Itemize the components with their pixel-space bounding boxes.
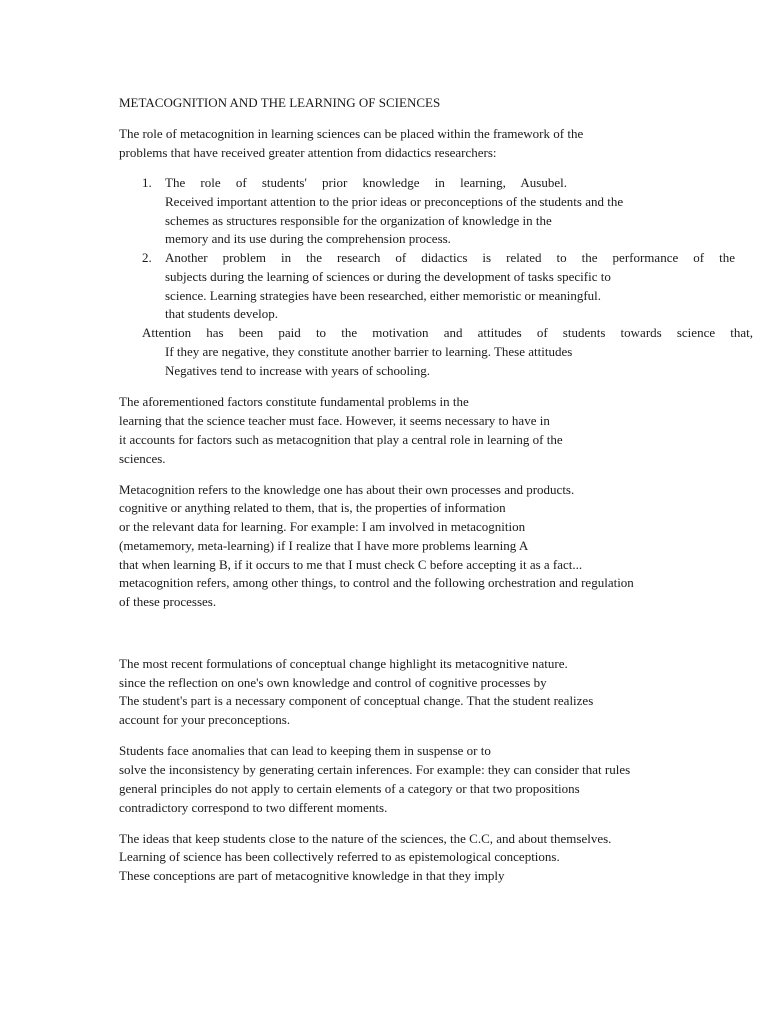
paragraph-line: contradictory correspond to two different moments.: [119, 800, 388, 815]
paragraph-line: account for your preconceptions.: [119, 712, 291, 727]
paragraph-line: Learning of science has been collectively referred to as epistemological conceptions.: [119, 849, 560, 864]
list-item-line: subjects during the learning of sciences or during the development of tasks specific to: [165, 269, 611, 284]
paragraph-line: since the reflection on one's own knowledge and control of cognitive processes by: [119, 675, 547, 690]
paragraph-line: that when learning B, if it occurs to me that I must check C before accepting it as a fact...: [119, 557, 583, 572]
intro-line: problems that have received greater attention from didactics researchers:: [119, 145, 497, 160]
paragraph-line: solve the inconsistency by generating certain inferences. For example: they can consider that rules: [119, 762, 631, 777]
attention-line: Negatives tend to increase with years of schooling.: [165, 363, 430, 378]
attention-line: If they are negative, they constitute another barrier to learning. These attitudes: [165, 344, 573, 359]
list-item-line: science. Learning strategies have been researched, either memoristic or meaningful.: [165, 288, 602, 303]
list-item-line: that students develop.: [165, 306, 279, 321]
paragraph-line: The student's part is a necessary component of conceptual change. That the student realizes: [119, 693, 594, 708]
paragraph-line: cognitive or anything related to them, that is, the properties of information: [119, 500, 506, 515]
list-item-line: schemes as structures responsible for the organization of knowledge in the: [165, 213, 552, 228]
paragraph-line: The aforementioned factors constitute fundamental problems in the: [119, 394, 469, 409]
list-number: 2.: [142, 250, 152, 265]
paragraph-line: The most recent formulations of conceptual change highlight its metacognitive nature.: [119, 656, 568, 671]
paragraph-line: learning that the science teacher must face. However, it seems necessary to have in: [119, 413, 550, 428]
document-title: METACOGNITION AND THE LEARNING OF SCIENCES: [119, 95, 441, 110]
list-item-line: Received important attention to the prior ideas or preconceptions of the students and the: [165, 194, 624, 209]
paragraph-line: These conceptions are part of metacognitive knowledge in that they imply: [119, 868, 505, 883]
paragraph-line: of these processes.: [119, 594, 217, 609]
intro-line: The role of metacognition in learning sciences can be placed within the framework of the: [119, 126, 584, 141]
paragraph-line: metacognition refers, among other things, to control and the following orchestration and regulation: [119, 575, 634, 590]
paragraph-line: it accounts for factors such as metacognition that play a central role in learning of the: [119, 432, 563, 447]
paragraph-line: or the relevant data for learning. For example: I am involved in metacognition: [119, 519, 526, 534]
paragraph-line: Students face anomalies that can lead to keeping them in suspense or to: [119, 743, 491, 758]
list-number: 1.: [142, 175, 152, 190]
paragraph-line: The ideas that keep students close to the nature of the sciences, the C.C, and about themselves.: [119, 831, 612, 846]
list-item-first-line: The role of students' prior knowledge in learning, Ausubel.: [165, 175, 567, 190]
attention-first-line: Attention has been paid to the motivation and attitudes of students towards science that,: [142, 325, 753, 340]
paragraph-line: (metamemory, meta-learning) if I realize that I have more problems learning A: [119, 538, 529, 553]
list-item-first-line: Another problem in the research of didactics is related to the performance of the: [165, 250, 735, 265]
paragraph-line: Metacognition refers to the knowledge one has about their own processes and products.: [119, 482, 575, 497]
paragraph-line: sciences.: [119, 451, 166, 466]
paragraph-line: general principles do not apply to certain elements of a category or that two propositions: [119, 781, 580, 796]
list-item-line: memory and its use during the comprehension process.: [165, 231, 451, 246]
